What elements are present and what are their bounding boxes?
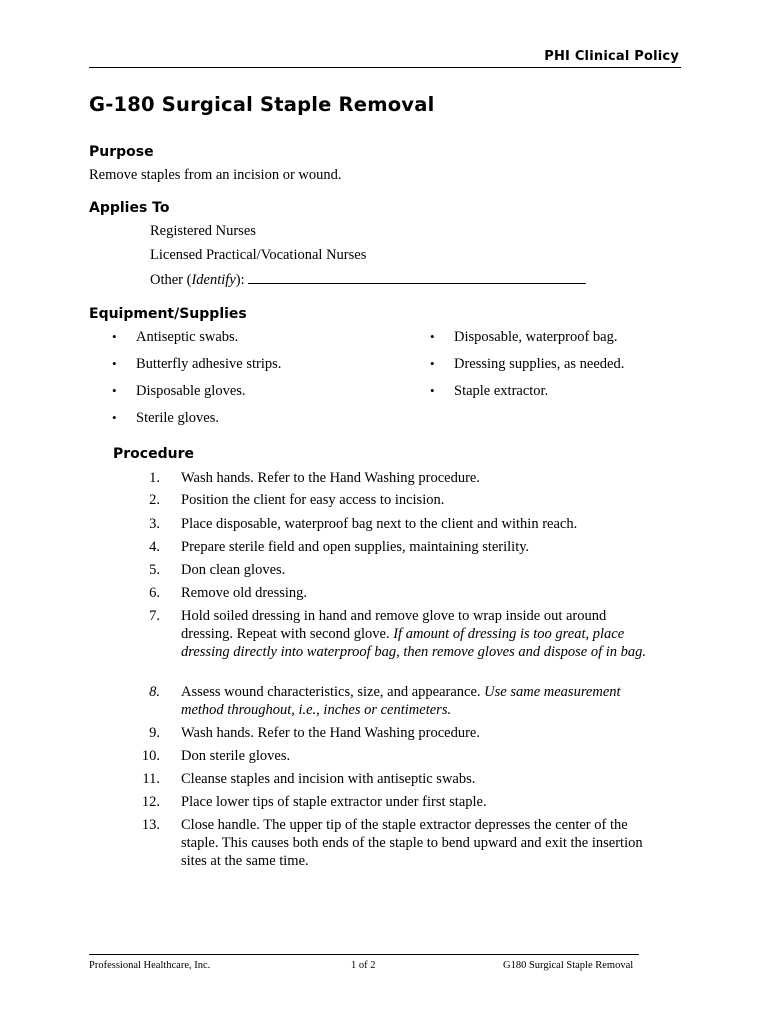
step-number: 3. <box>149 516 160 532</box>
footer-divider <box>89 954 639 955</box>
step-text <box>181 584 651 602</box>
procedure-step <box>140 469 660 487</box>
step-instruction: Don clean gloves. <box>181 562 286 578</box>
step-number: 7. <box>149 608 160 624</box>
role-other <box>150 270 586 289</box>
step-number: 11. <box>142 771 160 787</box>
step-number: 5. <box>149 562 160 578</box>
equipment-item <box>430 328 617 346</box>
step-text <box>181 561 651 579</box>
procedure-step <box>140 747 660 765</box>
step-instruction: Prepare sterile field and open supplies, maintaining sterility. <box>181 539 530 555</box>
step-text <box>181 469 651 487</box>
procedure-step <box>140 515 660 533</box>
step-text <box>181 747 651 765</box>
equipment-item-label: Staple extractor. <box>454 383 549 399</box>
step-instruction: Assess wound characteristics, size, and appearance. <box>181 684 485 700</box>
step-instruction: Place lower tips of staple extractor under first staple. <box>181 794 487 810</box>
bullet-icon: • <box>430 329 435 344</box>
equipment-item-label: Disposable gloves. <box>136 383 246 399</box>
other-prefix: Other ( <box>150 272 192 288</box>
bullet-icon: • <box>112 329 117 344</box>
procedure-step <box>140 724 660 742</box>
step-number: 1. <box>149 470 160 486</box>
step-text <box>181 793 651 811</box>
procedure-heading: Procedure <box>113 446 194 462</box>
procedure-step <box>140 683 660 719</box>
other-suffix: ): <box>235 272 245 288</box>
equipment-item <box>112 382 246 400</box>
step-number: 10. <box>141 748 160 764</box>
procedure-step <box>140 607 660 661</box>
step-instruction: Wash hands. Refer to the Hand Washing procedure. <box>181 470 480 486</box>
bullet-icon: • <box>112 410 117 425</box>
procedure-step <box>140 816 660 870</box>
step-number: 4. <box>149 539 160 555</box>
role-item: Licensed Practical/Vocational Nurses <box>150 247 367 263</box>
step-instruction: Hold soiled dressing in hand and remove glove to wrap inside out around dressing. Repeat with second glove. <box>181 608 607 642</box>
equipment-item-label: Disposable, waterproof bag. <box>454 329 618 345</box>
step-text <box>181 515 651 533</box>
bullet-icon: • <box>430 356 435 371</box>
footer-company: Professional Healthcare, Inc. <box>89 960 211 971</box>
step-number: 12. <box>141 794 160 810</box>
procedure-step <box>140 584 660 602</box>
step-text <box>181 538 651 556</box>
procedure-step <box>140 491 660 509</box>
equipment-item-label: Dressing supplies, as needed. <box>454 356 625 372</box>
document-title: G-180 Surgical Staple Removal <box>89 93 435 116</box>
step-text <box>181 770 651 788</box>
bullet-icon: • <box>112 356 117 371</box>
step-note: If amount of dressing is too great, place dressing directly into waterproof bag, then remove gloves and dispose of in bag. <box>181 626 647 660</box>
equipment-item-label: Butterfly adhesive strips. <box>136 356 282 372</box>
step-instruction: Wash hands. Refer to the Hand Washing procedure. <box>181 725 480 741</box>
other-identify: Identify <box>191 272 236 288</box>
purpose-text: Remove staples from an incision or wound. <box>89 167 342 183</box>
step-text <box>181 724 651 742</box>
equipment-heading: Equipment/Supplies <box>89 306 247 322</box>
footer-page-number: 1 of 2 <box>351 960 376 971</box>
step-instruction: Position the client for easy access to incision. <box>181 492 445 508</box>
step-instruction: Cleanse staples and incision with antiseptic swabs. <box>181 771 476 787</box>
bullet-icon: • <box>112 383 117 398</box>
equipment-item-label: Sterile gloves. <box>136 410 219 426</box>
step-text <box>181 683 651 719</box>
step-text <box>181 491 651 509</box>
header-divider <box>89 67 681 68</box>
purpose-heading: Purpose <box>89 144 154 160</box>
footer-doc-name: G180 Surgical Staple Removal <box>503 960 634 971</box>
procedure-step <box>140 538 660 556</box>
step-instruction: Close handle. The upper tip of the staple extractor depresses the center of the staple. This causes both ends of the staple to bend upward and exit the insertion sites at the same time. <box>181 817 643 869</box>
step-instruction: Place disposable, waterproof bag next to the client and within reach. <box>181 516 578 532</box>
step-number: 6. <box>149 585 160 601</box>
applies-to-heading: Applies To <box>89 200 170 216</box>
equipment-item <box>430 382 548 400</box>
procedure-step <box>140 770 660 788</box>
equipment-item <box>112 409 219 427</box>
equipment-item-label: Antiseptic swabs. <box>136 329 239 345</box>
other-fill-line <box>248 270 586 284</box>
equipment-item <box>112 355 281 373</box>
role-item: Registered Nurses <box>150 223 256 239</box>
equipment-item <box>430 355 624 373</box>
procedure-step <box>140 793 660 811</box>
step-instruction: Remove old dressing. <box>181 585 308 601</box>
step-number: 13. <box>141 817 160 833</box>
equipment-item <box>112 328 238 346</box>
step-number: 9. <box>149 725 160 741</box>
step-text <box>181 816 651 870</box>
step-text <box>181 607 651 661</box>
step-number: 2. <box>149 492 160 508</box>
bullet-icon: • <box>430 383 435 398</box>
step-instruction: Don sterile gloves. <box>181 748 291 764</box>
step-number: 8. <box>149 684 160 700</box>
procedure-step <box>140 561 660 579</box>
header-title: PHI Clinical Policy <box>544 49 679 64</box>
step-note: Use same measurement method throughout, i.e., inches or centimeters. <box>181 684 621 718</box>
